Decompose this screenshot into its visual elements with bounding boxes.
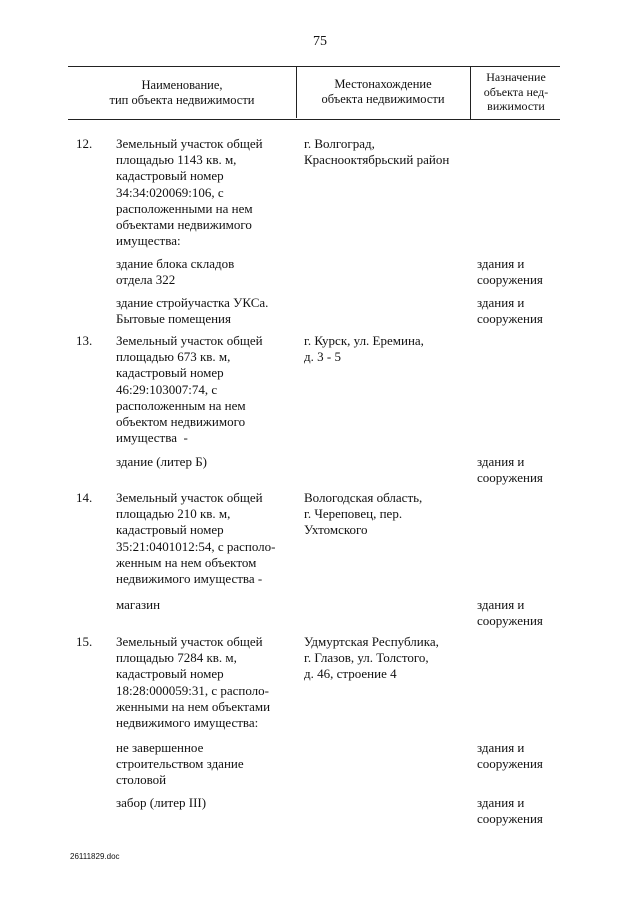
row-number: 12. xyxy=(76,136,93,151)
object-location: г. Волгоград, Краснооктябрьский район xyxy=(304,136,450,168)
object-purpose: здания и сооружения xyxy=(477,795,543,827)
row-number: 14. xyxy=(76,490,93,505)
page-number: 75 xyxy=(313,34,327,49)
object-location: Удмуртская Республика, г. Глазов, ул. Толстого, д. 46, строение 4 xyxy=(304,634,439,682)
object-purpose: здания и сооружения xyxy=(477,740,543,772)
object-name: Земельный участок общей площадью 1143 кв. м, кадастровый номер 34:34:020069:106, с расположенными на нем объектами недвижимого имущества: xyxy=(116,136,263,249)
object-name: не завершенное строительством здание столовой xyxy=(116,740,244,788)
header-name-column: Наименование, тип объекта недвижимости xyxy=(109,78,255,107)
header-purpose-column: Назначение объекта нед- вижимости xyxy=(470,70,561,119)
row-number: 15. xyxy=(76,634,93,649)
header-location-column: Местонахождение объекта недвижимости xyxy=(321,77,445,106)
object-purpose: здания и сооружения xyxy=(477,454,543,486)
header-divider xyxy=(470,66,471,118)
object-purpose: здания и сооружения xyxy=(477,256,543,288)
object-name: Земельный участок общей площадью 7284 кв. м, кадастровый номер 18:28:000059:31, с располо- женными на нем объектами недвижимого имущества: xyxy=(116,634,271,731)
object-name: забор (литер III) xyxy=(116,795,207,810)
row-number: 13. xyxy=(76,333,93,348)
object-location: Вологодская область, г. Череповец, пер. Ухтомского xyxy=(304,490,423,538)
object-purpose: здания и сооружения xyxy=(477,295,543,327)
object-name: Земельный участок общей площадью 673 кв. м, кадастровый номер 46:29:103007:74, с расположенным на нем объектом недвижимого имущества - xyxy=(116,333,263,446)
object-name: здание блока складов отдела 322 xyxy=(116,256,235,288)
object-name: магазин xyxy=(116,597,161,612)
object-name: здание (литер Б) xyxy=(116,454,207,469)
object-name: здание стройучастка УКСа. Бытовые помещения xyxy=(116,295,269,327)
object-name: Земельный участок общей площадью 210 кв. м, кадастровый номер 35:21:0401012:54, с располо- женным на нем объектом недвижимого имущества - xyxy=(116,490,276,587)
object-purpose: здания и сооружения xyxy=(477,597,543,629)
document-filename: 26111829.doc xyxy=(70,852,120,861)
object-location: г. Курск, ул. Еремина, д. 3 - 5 xyxy=(304,333,424,365)
